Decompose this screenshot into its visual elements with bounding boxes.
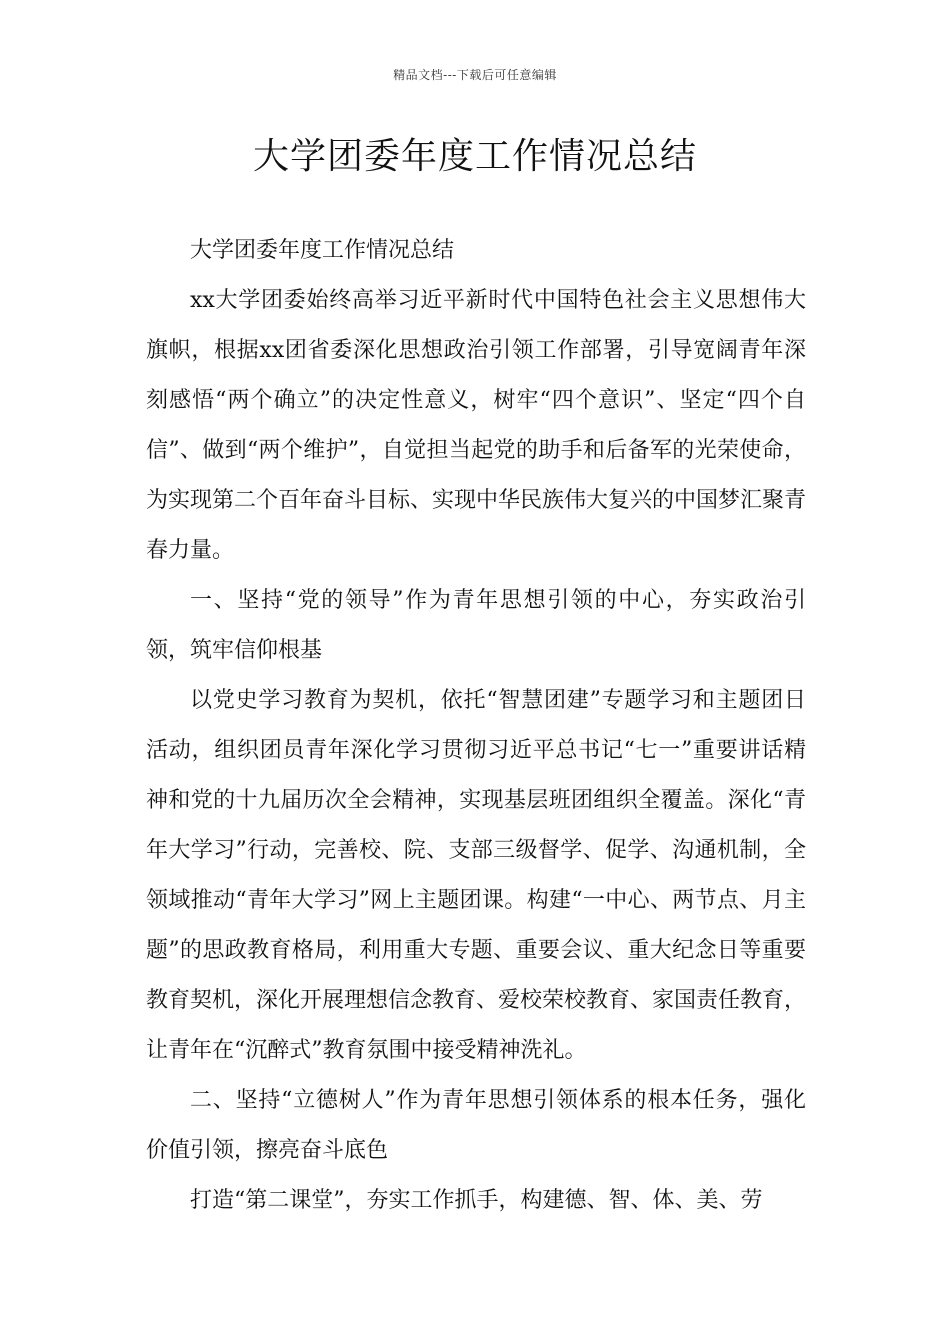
paragraph-section-2-body: 打造“第二课堂”，夯实工作抓手，构建德、智、体、美、劳: [190, 1188, 763, 1213]
header-note: 精品文档---下载后可任意编辑: [393, 68, 557, 82]
paragraph-section-1-body: 以党史学习教育为契机，依托“智慧团建”专题学习和主题团日活动，组织团员青年深化学习贯彻习近平总书记“七一”重要讲话精神和党的十九届历次全会精神，实现基层班团组织全覆盖。深化“青年大学习”行动，完善校、院、支部三级督学、促学、沟通机制，全领域推动“青年大学习”网上主题团课。构建“一中心、两节点、月主题”的思政教育格局，利用重大专题、重要会议、重大纪念日等重要教育契机，深化开展理想信念教育、爱校荣校教育、家国责任教育，让青年在“沉醉式”教育氛围中接受精神洗礼。: [146, 688, 807, 1063]
document-body: [146, 226, 806, 1226]
document-title: 大学团委年度工作情况总结: [252, 136, 697, 177]
paragraph-subtitle: 大学团委年度工作情况总结: [190, 238, 455, 263]
paragraph-intro: xx大学团委始终高举习近平新时代中国特色社会主义思想伟大旗帜，根据xx团省委深化思想政治引领工作部署，引导宽阔青年深刻感悟“两个确立”的决定性意义，树牢“四个意识”、坚定“四个自信”、做到“两个维护”，自觉担当起党的助手和后备军的光荣使命，为实现第二个百年奋斗目标、实现中华民族伟大复兴的中国梦汇聚青春力量。: [146, 288, 807, 563]
paragraph-section-1-heading: 一、坚持“党的领导”作为青年思想引领的中心，夯实政治引领，筑牢信仰根基: [146, 588, 806, 663]
paragraph-section-2-heading: 二、坚持“立德树人”作为青年思想引领体系的根本任务，强化价值引领，擦亮奋斗底色: [146, 1088, 806, 1163]
